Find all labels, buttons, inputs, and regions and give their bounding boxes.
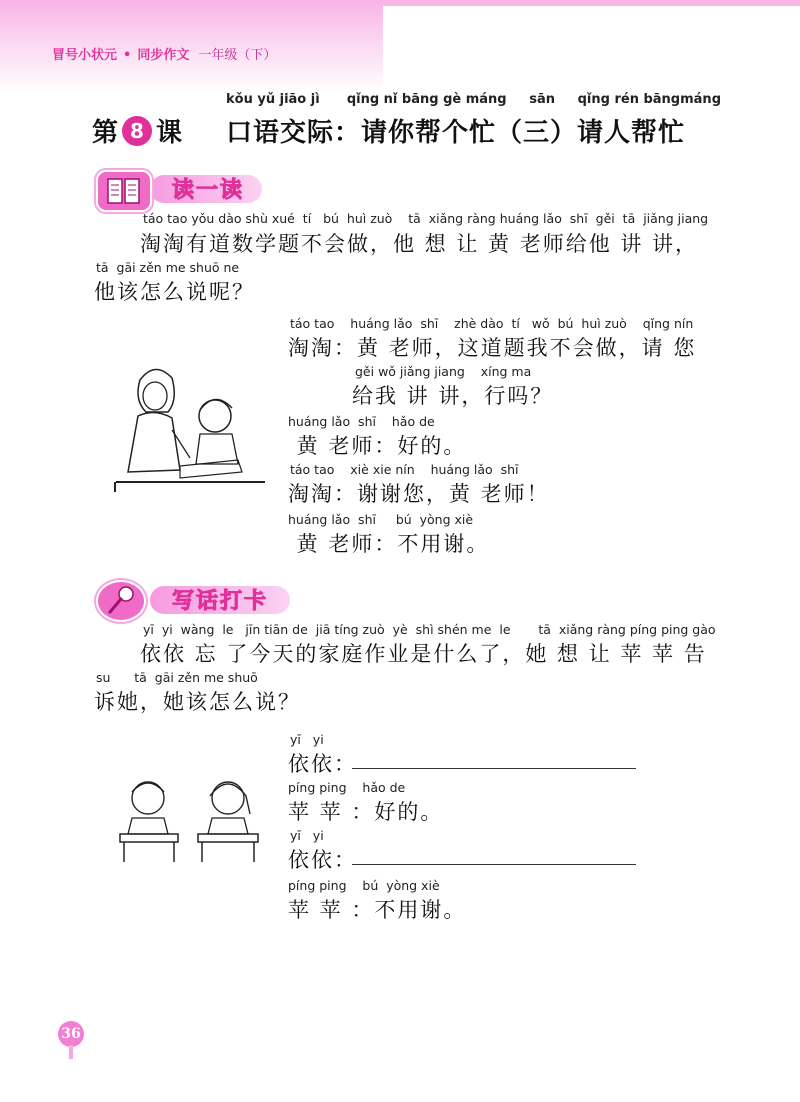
write-dialog-pinyin-1: yī yi <box>290 732 324 747</box>
read-dialog-pinyin-2: gěi wǒ jiǎng jiang xíng ma <box>355 364 532 379</box>
lesson-number <box>92 112 182 149</box>
read-intro-pinyin-1: táo tao yǒu dào shù xué tí bú huì zuò tā xiǎng ràng huáng lǎo shī gěi tā jiǎng jiang <box>143 211 709 226</box>
read-dialog-text-3: 黄 老师：好的。 <box>288 434 467 458</box>
read-dialog-text-1: 淘淘：黄 老师，这道题我不会做，请 您 <box>288 336 697 360</box>
read-dialog-text-4: 淘淘：谢谢您，黄 老师！ <box>288 482 550 506</box>
write-dialog-text-4: 苹 苹 ：不用谢。 <box>288 898 467 922</box>
write-dialog-text-3: 依依： <box>288 848 357 872</box>
book-icon <box>96 170 152 212</box>
lesson-prefix: 第 <box>92 118 119 148</box>
answer-line-2[interactable] <box>352 864 636 865</box>
teacher-student-illustration <box>110 360 270 500</box>
read-dialog-text-2: 给我 讲 讲，行吗？ <box>352 384 554 408</box>
read-intro-text-1: 淘淘有道数学题不会做，他 想 让 黄 老师给他 讲 讲， <box>140 232 699 256</box>
page-number: 36 <box>58 1021 84 1047</box>
read-dialog-pinyin-3: huáng lǎo shī hǎo de <box>288 414 435 429</box>
write-dialog-pinyin-2: píng ping hǎo de <box>288 780 406 795</box>
read-dialog-pinyin-4: táo tao xiè xie nín huáng lǎo shī <box>290 462 519 477</box>
microphone-icon-graphic <box>98 582 144 620</box>
write-dialog-pinyin-3: yī yi <box>290 828 324 843</box>
answer-line-1[interactable] <box>352 768 636 769</box>
read-dialog-text-5: 黄 老师：不用谢。 <box>288 532 490 556</box>
book-icon-graphic <box>98 172 150 210</box>
page-number-stem <box>69 1045 73 1059</box>
section-read-label: 读一读 <box>172 178 245 203</box>
write-intro-text-2: 诉她，她该怎么说？ <box>94 690 301 714</box>
write-dialog-pinyin-4: píng ping bú yòng xiè <box>288 878 440 893</box>
write-dialog-text-1: 依依： <box>288 752 357 776</box>
lesson-suffix: 课 <box>156 118 183 148</box>
lesson-number-badge: 8 <box>122 116 152 146</box>
write-intro-text-1: 依依 忘 了今天的家庭作业是什么了，她 想 让 苹 苹 告 <box>140 642 707 666</box>
write-dialog-text-2: 苹 苹 ：好的。 <box>288 800 444 824</box>
two-girls-illustration <box>110 770 270 880</box>
header-blank-area <box>383 6 800 96</box>
page-title: 口语交际：请你帮个忙（三）请人帮忙 <box>226 118 686 148</box>
write-intro-pinyin-1: yī yi wàng le jīn tiān de jiā tíng zuò yè shì shén me le tā xiǎng ràng píng ping gào <box>143 622 716 637</box>
read-intro-text-2: 他该怎么说呢？ <box>94 280 255 304</box>
title-pinyin: kǒu yǔ jiāo jì qǐng nǐ bāng gè máng sān qǐng rén bāngmáng <box>226 92 721 107</box>
brand-logo: 冒号小状元 <box>52 48 118 63</box>
read-dialog-pinyin-1: táo tao huáng lǎo shī zhè dào tí wǒ bú huì zuò qǐng nín <box>290 316 694 331</box>
section-write-label: 写话打卡 <box>172 589 269 614</box>
read-intro-pinyin-2: tā gāi zěn me shuō ne <box>96 260 240 275</box>
book-header: 冒号小状元 • 同步作文 一年级（下） <box>52 48 277 63</box>
series-name: 同步作文 <box>137 48 190 63</box>
write-intro-pinyin-2: su tā gāi zěn me shuō <box>96 670 258 685</box>
read-dialog-pinyin-5: huáng lǎo shī bú yòng xiè <box>288 512 474 527</box>
microphone-icon <box>96 580 146 622</box>
grade-label: 一年级（下） <box>198 48 277 63</box>
